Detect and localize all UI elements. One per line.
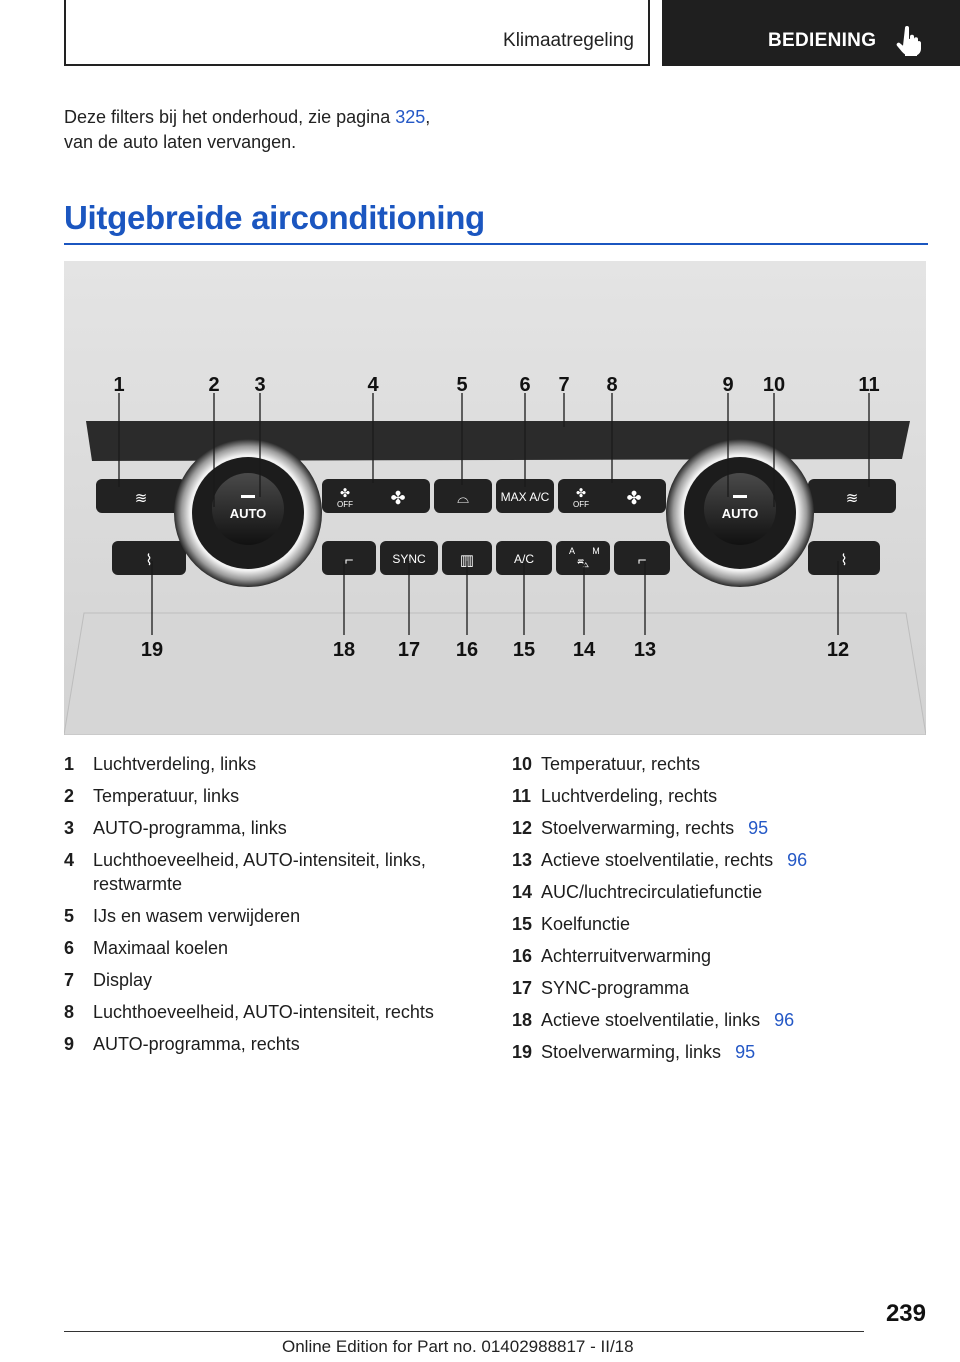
callout-9: 9	[722, 374, 734, 396]
legend-num: 8	[64, 1002, 75, 1022]
max-ac-label: MAX A/C	[500, 490, 550, 504]
legend-num: 1	[64, 754, 75, 774]
legend-text: Luchtverdeling, links	[93, 754, 257, 774]
legend-item	[64, 964, 484, 996]
legend-item	[64, 844, 484, 900]
minus-icon	[241, 495, 255, 498]
section-heading: Uitgebreide airconditioning	[64, 199, 485, 236]
callout-6: 6	[519, 374, 531, 396]
callout-8: 8	[606, 374, 618, 396]
legend-item	[64, 812, 484, 844]
legend-num: 17	[512, 978, 533, 998]
knob-label-left: AUTO	[229, 506, 267, 521]
header-chapter-box	[662, 0, 960, 66]
intro-line2: van de auto laten vervangen.	[64, 132, 297, 152]
header-section-title: Klimaatregeling	[503, 30, 634, 51]
legend-item	[512, 812, 932, 844]
fan-small-icon: ✤	[339, 486, 351, 500]
legend-num: 16	[512, 946, 533, 966]
legend-text: Temperatuur, links	[93, 786, 240, 806]
legend-num: 9	[64, 1034, 75, 1054]
legend-num: 14	[512, 882, 533, 902]
page-number: 239	[885, 1300, 926, 1327]
callout-14: 14	[572, 639, 596, 661]
legend-text	[541, 812, 932, 844]
seat-heating-icon: ⌇	[145, 552, 153, 569]
legend-item	[512, 908, 932, 940]
legend-num: 3	[64, 818, 75, 838]
legend-text	[541, 844, 932, 876]
legend-item	[512, 1004, 932, 1036]
rear-window-defrost-icon: ▥	[459, 552, 475, 569]
callout-2: 2	[208, 374, 220, 396]
header-section-box	[64, 0, 650, 66]
lower-panel	[64, 613, 926, 735]
legend-num: 4	[64, 850, 75, 870]
legend-num: 5	[64, 906, 75, 926]
legend-text: Temperatuur, rechts	[541, 754, 701, 774]
legend-text: Achterruitverwarming	[541, 946, 712, 966]
intro-paragraph	[64, 105, 484, 155]
legend-item	[64, 780, 484, 812]
callout-7: 7	[558, 374, 570, 396]
callout-16: 16	[455, 639, 479, 661]
callout-12: 12	[826, 639, 850, 661]
legend-text: Maximaal koelen	[93, 938, 229, 958]
page-ref-link[interactable]: 95	[748, 818, 769, 838]
air-distribution-icon: ≋	[845, 490, 859, 507]
recirc-m-label: M	[592, 546, 600, 556]
legend-item	[512, 876, 932, 908]
legend-text: Luchtverdeling, rechts	[541, 786, 718, 806]
callout-11: 11	[858, 374, 880, 396]
seat-heating-icon: ⌇	[840, 552, 848, 569]
off-label-left: OFF	[337, 500, 353, 509]
callout-15: 15	[512, 639, 536, 661]
legend-item	[64, 748, 484, 780]
callout-10: 10	[762, 374, 786, 396]
callout-13: 13	[633, 639, 657, 661]
legend-item	[64, 996, 484, 1028]
legend-text: SYNC-programma	[541, 978, 690, 998]
legend-item	[512, 844, 932, 876]
seat-ventilation-icon: ⌐	[344, 552, 354, 569]
page-ref-link[interactable]: 95	[735, 1042, 756, 1062]
legend-num: 13	[512, 850, 533, 870]
hand-pointer-icon	[896, 26, 922, 56]
legend-text: Display	[93, 970, 153, 990]
seat-ventilation-icon: ⌐	[637, 552, 647, 569]
legend-text-body: Stoelverwarming, rechts	[541, 818, 735, 838]
off-label-right: OFF	[573, 500, 589, 509]
car-recirculation-icon: ⛍	[576, 556, 590, 570]
legend-text: Luchthoeveelheid, AUTO-intensiteit, links, restwarmte	[93, 850, 426, 894]
legend-num: 10	[512, 754, 533, 774]
legend-text-body: Actieve stoelventilatie, rechts	[541, 850, 774, 870]
heading-rule	[64, 243, 928, 245]
air-distribution-icon: ≋	[134, 490, 148, 507]
legend-text: AUTO-programma, links	[93, 818, 287, 838]
fan-icon: ✤	[626, 488, 642, 508]
recirc-a-label: A	[568, 546, 576, 556]
callout-17: 17	[397, 639, 421, 661]
fan-icon: ✤	[390, 488, 406, 508]
legend-num: 15	[512, 914, 533, 934]
legend-text: IJs en wasem verwijderen	[93, 906, 301, 926]
footer-edition: Online Edition for Part no. 01402988817 - II/18	[282, 1337, 634, 1356]
legend-text-body: Actieve stoelventilatie, links	[541, 1010, 761, 1030]
legend-num: 18	[512, 1010, 533, 1030]
header-chapter-title: BEDIENING	[768, 30, 877, 51]
legend-text: AUC/luchtrecirculatiefunctie	[541, 882, 763, 902]
legend-text	[541, 1004, 932, 1036]
callout-3: 3	[254, 374, 266, 396]
legend-item	[64, 932, 484, 964]
callout-19: 19	[140, 639, 164, 661]
legend-item	[512, 972, 932, 1004]
callout-1: 1	[113, 374, 125, 396]
callout-4: 4	[367, 374, 379, 396]
knob-label-right: AUTO	[721, 506, 759, 521]
fan-small-icon: ✤	[575, 486, 587, 500]
legend-num: 2	[64, 786, 75, 806]
legend-text: AUTO-programma, rechts	[93, 1034, 300, 1054]
legend-right	[512, 748, 932, 1068]
intro-text: Deze filters bij het onderhoud, zie pagina	[64, 107, 396, 127]
legend-left	[64, 748, 484, 1060]
legend-text: Koelfunctie	[541, 914, 631, 934]
page-ref-link[interactable]: 96	[787, 850, 808, 870]
minus-icon	[733, 495, 747, 498]
legend-num: 12	[512, 818, 533, 838]
legend-num: 11	[512, 786, 532, 806]
ac-label: A/C	[513, 552, 535, 566]
footer-rule	[64, 1331, 864, 1332]
legend-item	[64, 900, 484, 932]
windshield-defrost-icon: ⌓	[457, 490, 469, 507]
legend-num: 19	[512, 1042, 533, 1062]
legend-item	[512, 780, 932, 812]
legend-item	[512, 748, 932, 780]
legend-item	[512, 940, 932, 972]
callout-18: 18	[332, 639, 356, 661]
legend-num: 7	[64, 970, 75, 990]
legend-item	[512, 1036, 932, 1068]
sync-label: SYNC	[392, 552, 426, 566]
page-ref-link[interactable]: 96	[774, 1010, 795, 1030]
legend-text	[541, 1036, 932, 1068]
callout-5: 5	[456, 374, 468, 396]
legend-num: 6	[64, 938, 75, 958]
page-ref-link[interactable]: 325	[395, 107, 426, 127]
legend-text-body: Stoelverwarming, links	[541, 1042, 722, 1062]
legend-text: Luchthoeveelheid, AUTO-intensiteit, rechts	[93, 1002, 434, 1022]
intro-comma: ,	[425, 107, 431, 127]
climate-panel-figure	[64, 261, 926, 735]
legend-item	[64, 1028, 484, 1060]
